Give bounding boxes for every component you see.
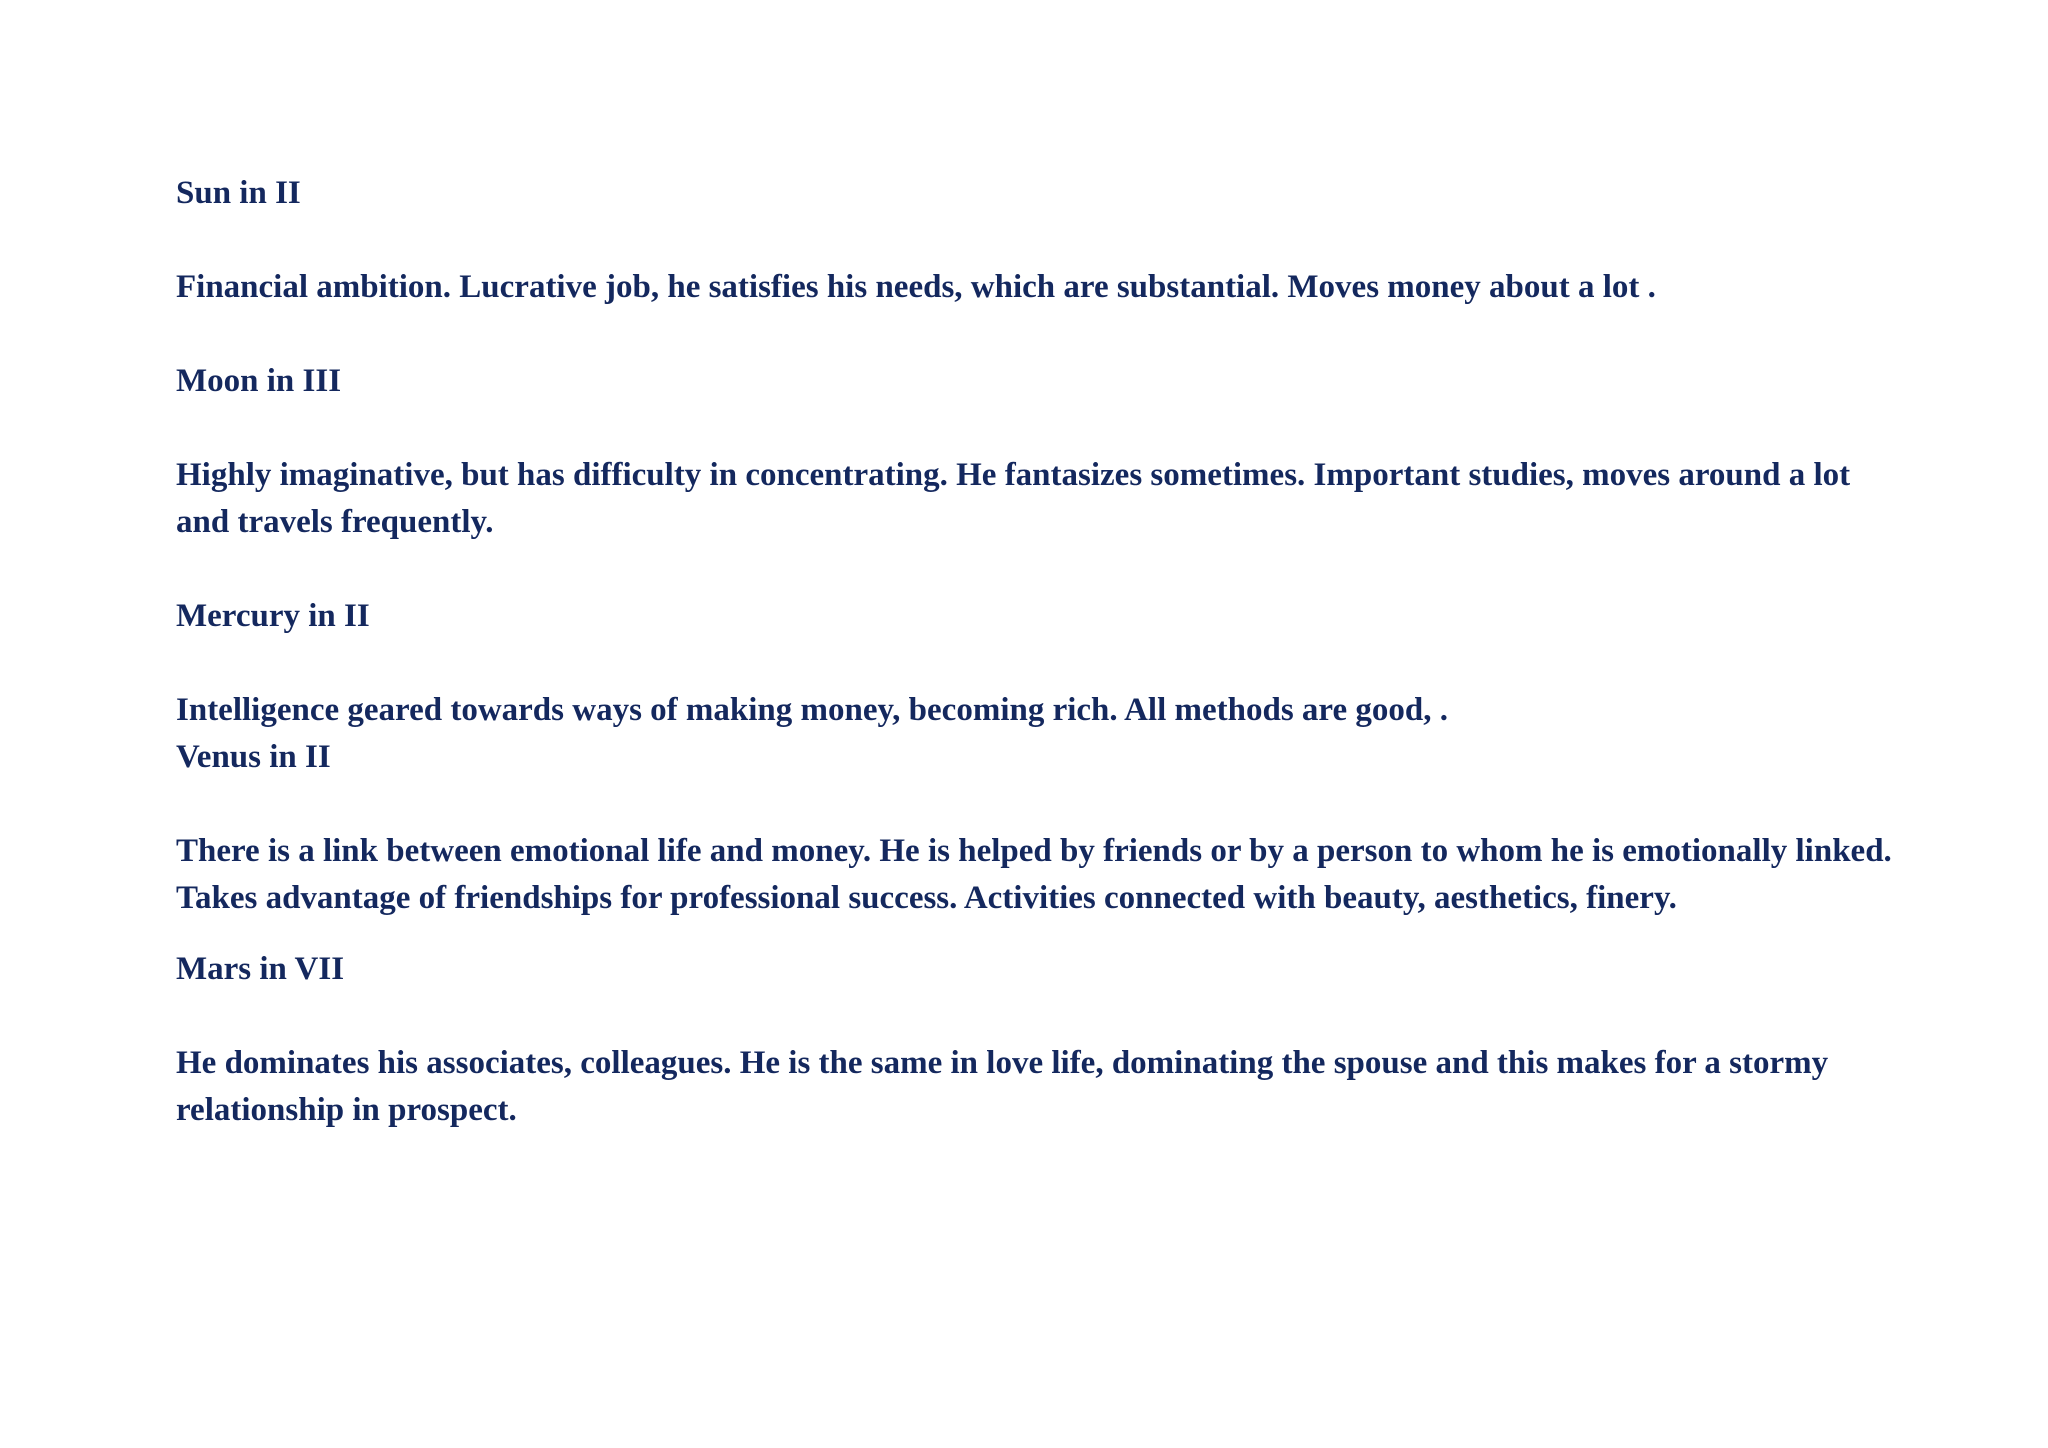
section-heading-moon: Moon in III [176, 363, 342, 399]
section-text-sun: Financial ambition. Lucrative job, he satisfies his needs, which are substantial. Moves money about a lot . [176, 269, 1656, 305]
section-text-mars: He dominates his associates, colleagues. He is the same in love life, dominating the spouse and this makes for a stormy relationship in prospect. [176, 1045, 1829, 1128]
document-content [176, 170, 1896, 1134]
section-heading-sun: Sun in II [176, 175, 301, 211]
section-heading-mercury: Mercury in II [176, 598, 370, 634]
section-text-venus: There is a link between emotional life and money. He is helped by friends or by a person to whom he is emotionally linked. Takes advantage of friendships for professional success. Activities connected with beauty, aesthetics, finery. [176, 833, 1892, 916]
section-heading-venus: Venus in II [176, 739, 331, 775]
section-text-mercury: Intelligence geared towards ways of making money, becoming rich. All methods are good, . [176, 692, 1448, 728]
section-heading-mars: Mars in VII [176, 951, 345, 987]
section-text-moon: Highly imaginative, but has difficulty in concentrating. He fantasizes sometimes. Important studies, moves around a lot and travels frequently. [176, 457, 1851, 540]
